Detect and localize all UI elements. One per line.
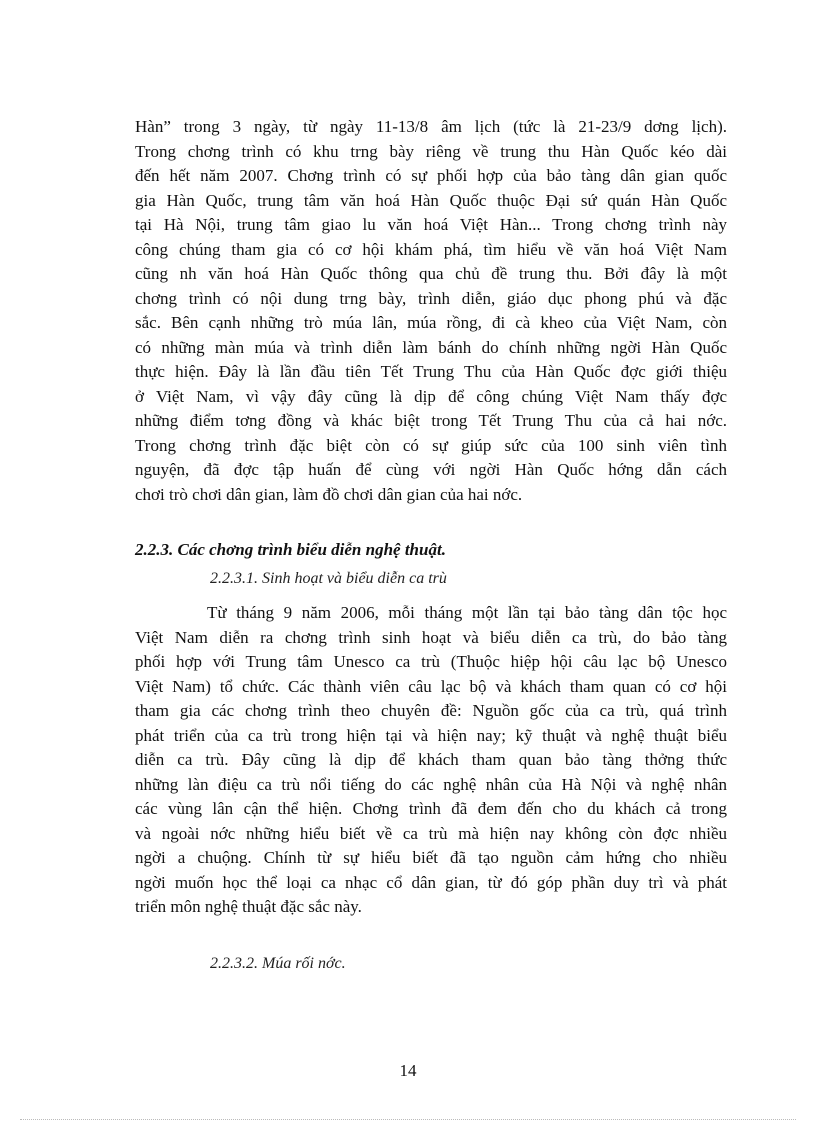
text-line: Trong chơng trình có khu trng bày riêng về trung thu Hàn Quốc kéo dài	[135, 141, 727, 161]
text-line: những điểm tơng đồng và khác biệt trong Tết Trung Thu của cả hai nớc.	[135, 411, 727, 430]
text-line: diễn ca trù. Đây cũng là dịp để khách tham quan bảo tàng thởng thức	[135, 750, 727, 769]
text-line: tại Hà Nội, trung tâm giao lu văn hoá Việt Hàn... Trong chơng trình này	[135, 215, 727, 234]
text-line: những làn điệu ca trù nổi tiếng do các nghệ nhân của Hà Nội và nghệ nhân	[135, 774, 727, 794]
text-line: có những màn múa và trình diễn làm bánh do chính những ngời Hàn Quốc	[135, 337, 727, 357]
text-line: Việt Nam diễn ra chơng trình sinh hoạt và biểu diễn ca trù, do bảo tàng	[135, 627, 727, 647]
text-line: gia Hàn Quốc, trung tâm văn hoá Hàn Quốc thuộc Đại sứ quán Hàn Quốc	[135, 190, 727, 210]
text-line: nguyện, đã đợc tập huấn để cùng với ngời Hàn Quốc hớng dẫn cách	[135, 460, 727, 479]
text-line: triển môn nghệ thuật đặc sắc này.	[135, 897, 362, 916]
text-line: chơng trình có nội dung trng bày, trình diễn, giáo dục phong phú và đặc	[135, 288, 727, 308]
section-heading-2-2-3: 2.2.3. Các chơng trình biểu diễn nghệ thuật.	[135, 540, 446, 559]
subsection-heading-2-2-3-1: 2.2.3.1. Sinh hoạt và biểu diễn ca trù	[210, 570, 447, 587]
text-line: các vùng lân cận thể hiện. Chơng trình đã đem đến cho du khách cả trong	[135, 799, 727, 818]
text-line: phát triển của ca trù trong hiện tại và hiện nay; kỹ thuật và nghệ thuật biểu	[135, 725, 727, 745]
text-line: Hàn” trong 3 ngày, từ ngày 11-13/8 âm lịch (tức là 21-23/9 dơng lịch).	[135, 117, 727, 136]
text-line: thực hiện. Đây là lần đầu tiên Tết Trung Thu của Hàn Quốc đợc giới thiệu	[135, 362, 727, 381]
text-line: đến hết năm 2007. Chơng trình có sự phối hợp của bảo tàng dân gian quốc	[135, 166, 727, 185]
page-number: 14	[399, 1061, 417, 1080]
text-line: chơi trò chơi dân gian, làm đồ chơi dân gian của hai nớc.	[135, 484, 523, 504]
text-line: Việt Nam) tổ chức. Các thành viên câu lạc bộ và khách tham quan có cơ hội	[135, 676, 727, 696]
text-line: Từ tháng 9 năm 2006, mỗi tháng một lần tại bảo tàng dân tộc học	[207, 603, 727, 622]
text-line: ở Việt Nam, vì vậy đây cũng là dịp để công chúng Việt Nam thấy đợc	[135, 386, 727, 406]
text-line: và ngoài nớc những hiểu biết về ca trù mà hiện nay không còn đợc nhiều	[135, 823, 727, 843]
text-line: cũng nh văn hoá Hàn Quốc thông qua chủ đề trung thu. Bởi đây là một	[135, 264, 727, 283]
text-line: Trong chơng trình đặc biệt còn có sự giúp sức của 100 sinh viên tình	[135, 435, 727, 455]
subsection-heading-2-2-3-2: 2.2.3.2. Múa rối nớc.	[210, 955, 346, 972]
page-bottom-divider	[20, 1119, 796, 1120]
text-line: ngời muốn học thể loại ca nhạc cổ dân gian, từ đó góp phần duy trì và phát	[135, 872, 727, 892]
text-line: phối hợp với Trung tâm Unesco ca trù (Thuộc hiệp hội câu lạc bộ Unesco	[135, 652, 727, 671]
text-line: ngời a chuộng. Chính từ sự hiểu biết đã tạo nguồn cảm hứng cho nhiều	[135, 848, 727, 867]
text-line: sắc. Bên cạnh những trò múa lân, múa rồng, đi cà kheo của Việt Nam, còn	[135, 313, 727, 332]
text-line: tham gia các chơng trình theo chuyên đề: Nguồn gốc của ca trù, quá trình	[135, 701, 727, 720]
text-line: công chúng tham gia có cơ hội khám phá, tìm hiểu về văn hoá Việt Nam	[135, 239, 727, 259]
